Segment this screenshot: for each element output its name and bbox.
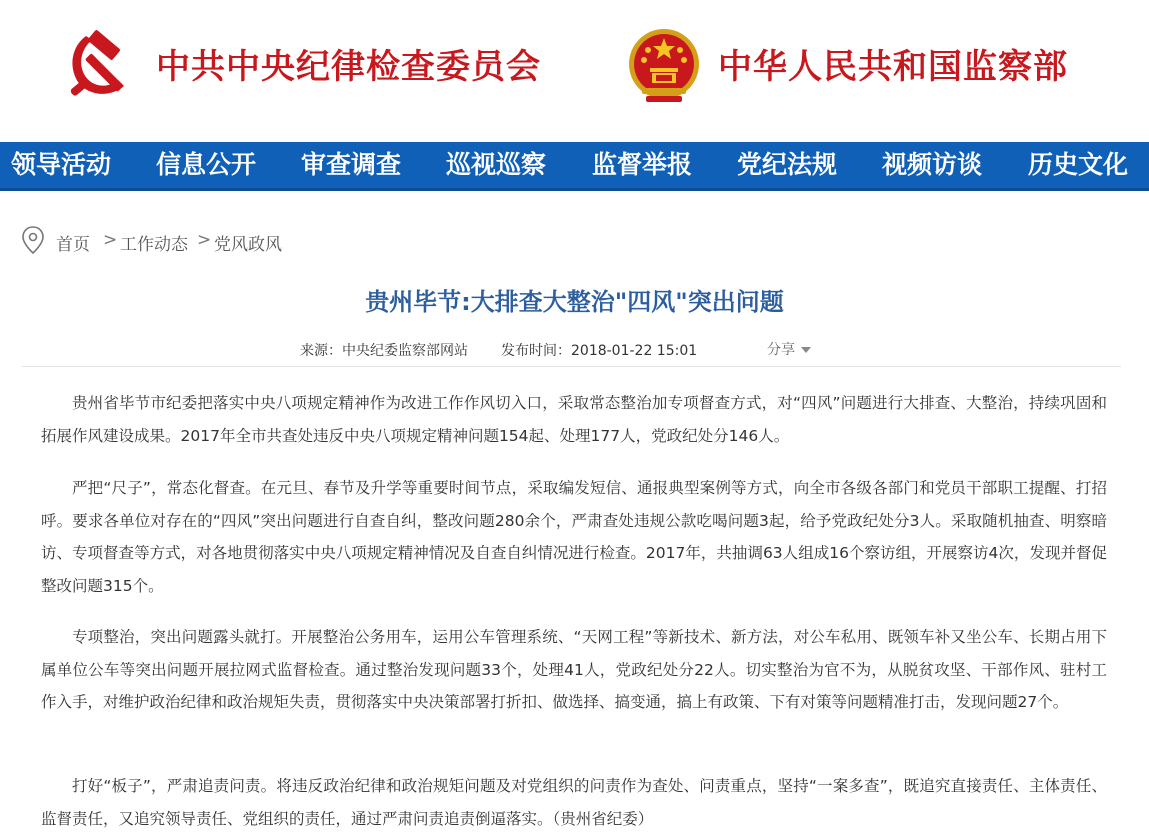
share-button[interactable] bbox=[767, 339, 811, 359]
article-paragraph: 专项整治，突出问题露头就打。开展整治公务用车，运用公车管理系统、“天网工程”等新技术、新方法，对公车私用、既领车补又坐公车、长期占用下属单位公车等突出问题开展拉网式监督检查。通过整治发现问题33个，处理41人，党政纪处分22人。切实整治为官不为，从脱贫攻坚、干部作风、驻村工作入手，对维护政治纪律和政治规矩失责，贯彻落实中央决策部署打折扣、做选择、搞变通，搞上有政策、下有对策等问题精准打击，发现问题27个。 bbox=[41, 628, 1107, 711]
breadcrumb-separator: > bbox=[197, 230, 212, 250]
nav-item-regulations[interactable]: 党纪法规 bbox=[737, 150, 838, 179]
chevron-down-icon bbox=[801, 347, 811, 353]
nav-item-report[interactable]: 监督举报 bbox=[592, 150, 693, 179]
org-name-ministry-of-supervision: 中华人民共和国监察部 bbox=[718, 47, 1068, 87]
article-paragraph: 打好“板子”，严肃追责问责。将违反政治纪律和政治规矩问题及对党组织的问责作为查处、问责重点，坚持“一案多查”，既追究直接责任、主体责任、监督责任，又追究领导责任、党组织的责任，通过严肃问责追责倒逼落实。（贵州省纪委） bbox=[41, 777, 1107, 828]
site-header bbox=[0, 0, 1149, 142]
breadcrumb-separator: > bbox=[103, 230, 118, 250]
article-publish-time: 发布时间：2018-01-22 15:01 bbox=[501, 343, 698, 359]
nav-item-investigation[interactable]: 审查调查 bbox=[301, 150, 402, 179]
article-paragraph: 严把“尺子”，常态化督查。在元旦、春节及升学等重要时间节点，采取编发短信、通报典型案例等方式，向全市各级各部门和党员干部职工提醒、打招呼。要求各单位对存在的“四风”突出问题进行自查自纠，整改问题280余个，严肃查处违规公款吃喝问题3起，给予党政纪处分3人。采取随机抽查、明察暗访、专项督查等方式，对各地贯彻落实中央八项规定精神情况及自查自纠情况进行检查。2017年，共抽调63人组成16个察访组，开展察访4次，发现并督促整改问题315个。 bbox=[41, 479, 1107, 595]
main-nav bbox=[0, 142, 1149, 191]
breadcrumb-party-style[interactable]: 党风政风 bbox=[214, 235, 282, 255]
share-label: 分享 bbox=[767, 342, 795, 358]
breadcrumb-work-news[interactable]: 工作动态 bbox=[120, 235, 188, 255]
article-title: 贵州毕节:大排查大整治"四风"突出问题 bbox=[365, 288, 784, 316]
divider bbox=[22, 366, 1121, 367]
nav-item-information[interactable]: 信息公开 bbox=[156, 150, 257, 179]
location-pin-icon bbox=[20, 225, 46, 255]
nav-item-history[interactable]: 历史文化 bbox=[1028, 150, 1129, 179]
article-paragraph: 贵州省毕节市纪委把落实中央八项规定精神作为改进工作作风切入口，采取常态整治加专项督查方式，对“四风”问题进行大排查、大整治，持续巩固和拓展作风建设成果。2017年全市共查处违反中央八项规定精神问题154起、处理177人，党政纪处分146人。 bbox=[41, 394, 1107, 445]
party-emblem-icon bbox=[66, 30, 142, 102]
nav-item-inspection[interactable]: 巡视巡察 bbox=[446, 150, 547, 179]
national-emblem-icon bbox=[626, 26, 702, 106]
nav-item-video[interactable]: 视频访谈 bbox=[882, 150, 983, 179]
org-name-ccdi: 中共中央纪律检查委员会 bbox=[156, 47, 541, 87]
article-source: 来源：中央纪委监察部网站 bbox=[300, 343, 468, 359]
nav-item-leadership[interactable]: 领导活动 bbox=[11, 150, 112, 179]
breadcrumb-home[interactable]: 首页 bbox=[56, 235, 90, 255]
